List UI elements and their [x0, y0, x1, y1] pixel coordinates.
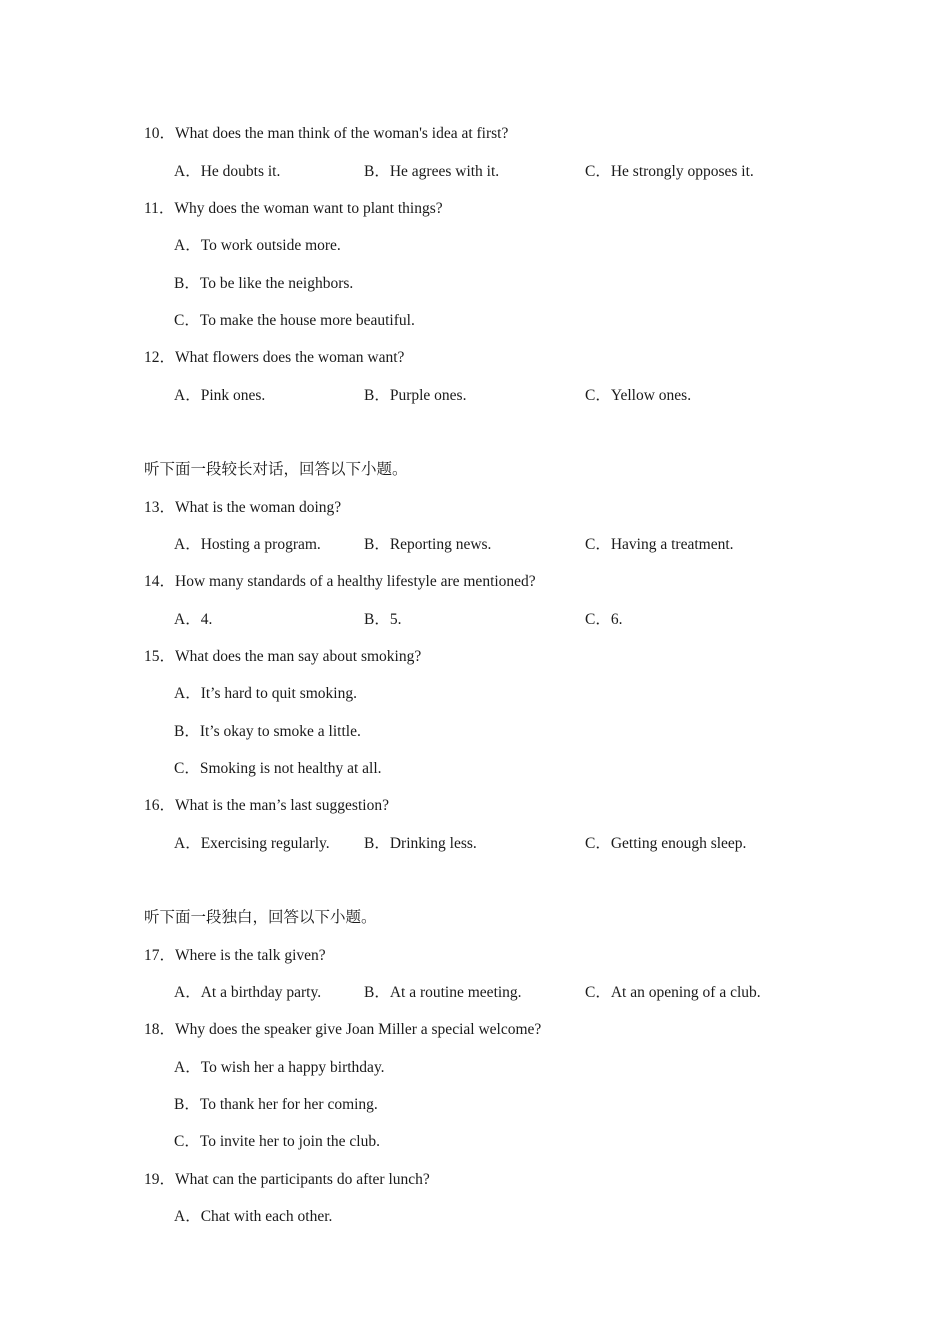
q12-option-c: C．Yellow ones.	[585, 387, 692, 404]
question-11: 11．Why does the woman want to plant things?	[144, 200, 443, 217]
q19-option-a: A．Chat with each other.	[174, 1208, 333, 1225]
q14-option-b: B．5.	[364, 611, 402, 628]
q11-option-a: A．To work outside more.	[174, 237, 341, 254]
q14-option-a: A．4.	[174, 611, 213, 628]
q17-option-c: C．At an opening of a club.	[585, 984, 761, 1001]
q12-option-b: B．Purple ones.	[364, 387, 467, 404]
q13-option-b: B．Reporting news.	[364, 536, 492, 553]
question-12: 12．What flowers does the woman want?	[144, 349, 405, 366]
q10-option-a: A．He doubts it.	[174, 163, 281, 180]
q15-option-c: C．Smoking is not healthy at all.	[174, 760, 382, 777]
q17-option-b: B．At a routine meeting.	[364, 984, 522, 1001]
q12-option-a: A．Pink ones.	[174, 387, 266, 404]
section-instruction-dialogue: 听下面一段较长对话，回答以下小题。	[144, 461, 408, 478]
q15-option-b: B．It’s okay to smoke a little.	[174, 723, 361, 740]
q14-option-c: C．6.	[585, 611, 623, 628]
q17-option-a: A．At a birthday party.	[174, 984, 322, 1001]
q11-option-b: B．To be like the neighbors.	[174, 275, 354, 292]
question-19: 19．What can the participants do after lunch?	[144, 1171, 430, 1188]
q10-option-c: C．He strongly opposes it.	[585, 163, 754, 180]
q15-option-a: A．It’s hard to quit smoking.	[174, 685, 357, 702]
question-15: 15．What does the man say about smoking?	[144, 648, 422, 665]
question-13: 13．What is the woman doing?	[144, 499, 342, 516]
q13-option-c: C．Having a treatment.	[585, 536, 734, 553]
question-10: 10．What does the man think of the woman's idea at first?	[144, 125, 509, 142]
question-18: 18．Why does the speaker give Joan Miller a special welcome?	[144, 1021, 542, 1038]
question-17: 17．Where is the talk given?	[144, 947, 326, 964]
question-16: 16．What is the man’s last suggestion?	[144, 797, 389, 814]
q10-option-b: B．He agrees with it.	[364, 163, 500, 180]
q11-option-c: C．To make the house more beautiful.	[174, 312, 415, 329]
q16-option-c: C．Getting enough sleep.	[585, 835, 747, 852]
q16-option-a: A．Exercising regularly.	[174, 835, 330, 852]
q18-option-a: A．To wish her a happy birthday.	[174, 1059, 385, 1076]
q18-option-c: C．To invite her to join the club.	[174, 1133, 380, 1150]
q16-option-b: B．Drinking less.	[364, 835, 477, 852]
q13-option-a: A．Hosting a program.	[174, 536, 321, 553]
section-instruction-monologue: 听下面一段独白，回答以下小题。	[144, 909, 377, 926]
question-14: 14．How many standards of a healthy lifestyle are mentioned?	[144, 573, 536, 590]
q18-option-b: B．To thank her for her coming.	[174, 1096, 378, 1113]
